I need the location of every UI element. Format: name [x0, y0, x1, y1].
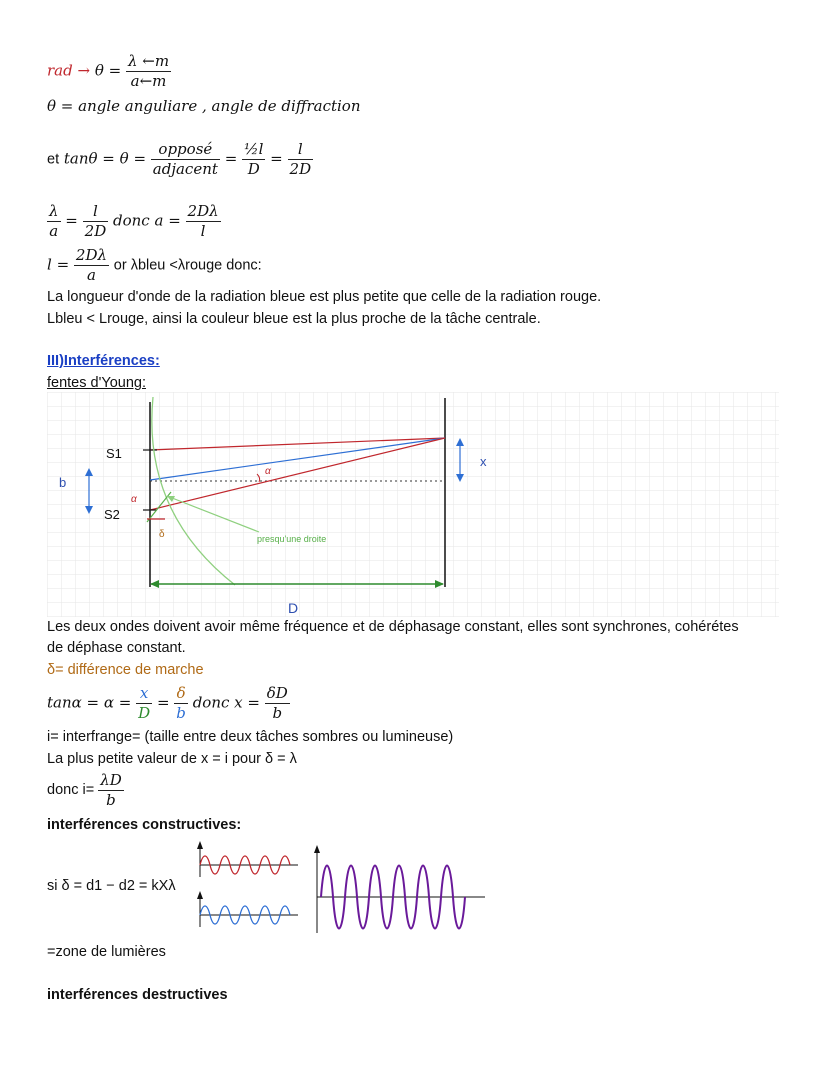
- fraction: $\frac{\lambda}{a}$: [49, 202, 59, 240]
- equation-tan-theta: et tanθ = θ = $\frac{\text{opposé}}{\text{adjacent}}$ = $\frac{\text{½l}}{D}$ = $\frac{l}{2D}$: [47, 140, 312, 178]
- equation-a: $\frac{\lambda}{a}$ = $\frac{l}{2D}$ donc a = $\frac{2D\lambda}{l}$: [49, 202, 219, 240]
- theta-definition: θ = angle anguliare , angle de diffraction: [47, 97, 361, 115]
- fraction: $\frac{l}{2D}$: [289, 140, 312, 178]
- label-s1: S1: [106, 446, 122, 461]
- axis-blue-arrow: [197, 891, 203, 899]
- fraction: $\frac{l}{2D}$: [84, 202, 107, 240]
- section-title: III)Interférences:: [47, 353, 160, 369]
- rad-arrow: rad →: [47, 61, 91, 80]
- constructive-condition: si δ = d1 − d2 = kXλ: [47, 878, 176, 894]
- label-delta: δ: [159, 529, 165, 540]
- constructive-title: interférences constructives:: [47, 817, 242, 833]
- label-b: b: [59, 475, 67, 490]
- paragraph: La longueur d'onde de la radiation bleue est plus petite que celle de la radiation rouge.: [47, 289, 602, 305]
- paragraph: de déphase constant.: [47, 640, 186, 656]
- theta-eq: θ =: [94, 61, 122, 80]
- fraction: $\frac{\lambda D}{b}$: [100, 771, 122, 809]
- label-alpha-2: α: [131, 494, 137, 505]
- young-slits-diagram: [47, 392, 779, 617]
- fraction: $\frac{\text{½l}}{D}$: [244, 140, 264, 178]
- fraction: $\frac{x}{D}$: [138, 684, 151, 722]
- axis-red-arrow: [197, 841, 203, 849]
- equation-theta: [47, 52, 171, 91]
- equation-l: l = $\frac{2D\lambda}{a}$ or λbleu <λrouge donc:: [47, 246, 262, 284]
- label-annotation: presqu'une droite: [257, 534, 327, 544]
- fraction: $\frac{2D\lambda}{l}$: [187, 202, 219, 240]
- fraction: $\frac{\text{opposé}}{\text{adjacent}}$: [152, 140, 218, 178]
- label-x: x: [480, 454, 487, 469]
- axis-sum-arrow: [314, 845, 320, 853]
- fraction: $\frac{2D\lambda}{a}$: [75, 246, 107, 284]
- fraction: $\frac{\delta D}{b}$: [266, 684, 288, 722]
- paragraph: Lbleu < Lrouge, ainsi la couleur bleue est la plus proche de la tâche centrale.: [47, 311, 541, 327]
- equation-x: tanα = α = $\frac{x}{D}$ = $\frac{\delta}{b}$ donc x = $\frac{\delta D}{b}$: [47, 684, 288, 722]
- delta-definition: δ= différence de marche: [47, 662, 204, 678]
- destructive-title: interférences destructives: [47, 987, 228, 1003]
- label-D: D: [288, 600, 299, 616]
- fraction: $\frac{\delta}{b}$: [176, 684, 186, 722]
- label-s2: S2: [104, 507, 120, 522]
- paragraph: La plus petite valeur de x = i pour δ = λ: [47, 751, 297, 767]
- subtitle: fentes d'Young:: [47, 375, 146, 391]
- equation-i: donc i= $\frac{\lambda D}{b}$: [47, 771, 122, 809]
- constructive-waves: [195, 835, 495, 940]
- label-alpha: α: [265, 466, 271, 477]
- fraction: $\frac{\lambda \leftarrow m}{a\leftarrow m}$: [128, 52, 170, 90]
- paragraph: i= interfrange= (taille entre deux tâches sombres ou lumineuse): [47, 729, 454, 745]
- paragraph: Les deux ondes doivent avoir même fréquence et de déphasage constant, elles sont synchrones, cohérétes: [47, 619, 739, 635]
- zone-lumieres: =zone de lumières: [47, 944, 166, 960]
